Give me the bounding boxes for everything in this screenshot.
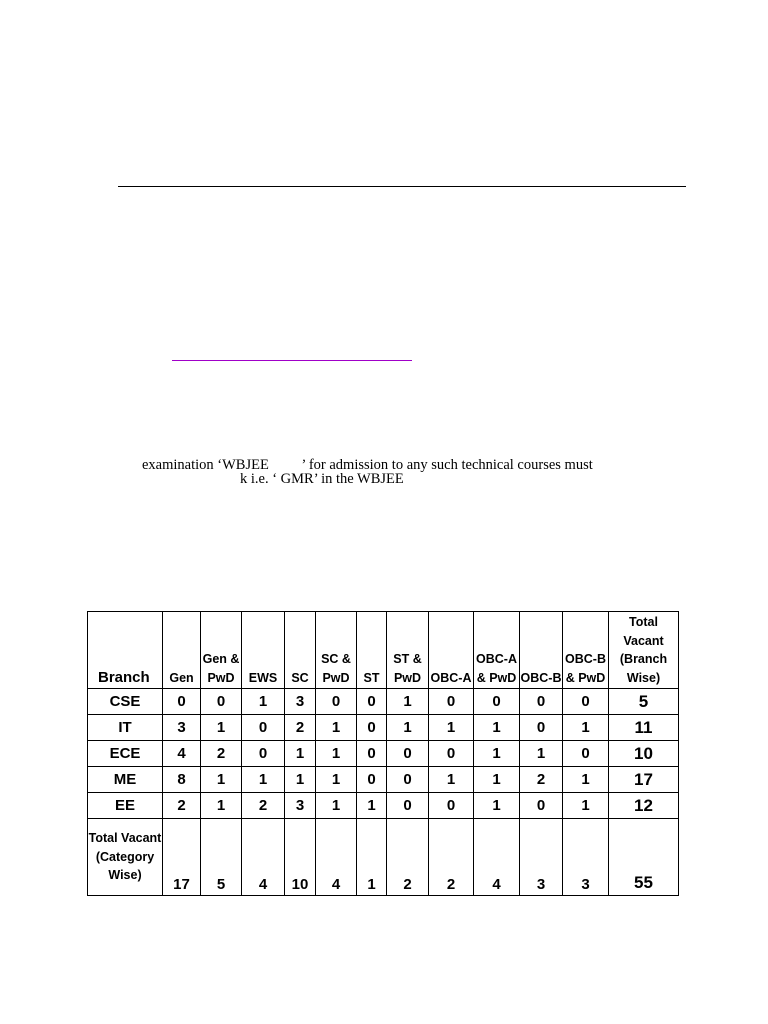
table-cell: 1: [285, 741, 316, 767]
table-cell: 1: [201, 715, 242, 741]
table-cell: 1: [563, 715, 609, 741]
table-cell: 2: [242, 793, 285, 819]
table-cell: 1: [474, 741, 520, 767]
grand-total-cell: 55: [609, 819, 679, 896]
table-cell: 1: [357, 793, 387, 819]
branch-cell: ME: [88, 767, 163, 793]
table-cell: 0: [520, 689, 563, 715]
table-cell: 0: [563, 741, 609, 767]
table-cell: 1: [474, 767, 520, 793]
table-cell: 1: [429, 767, 474, 793]
hyperlink-underline[interactable]: [172, 360, 412, 361]
horizontal-rule: [118, 186, 686, 187]
table-cell: 1: [387, 689, 429, 715]
table-cell: 1: [563, 767, 609, 793]
table-cell: 1: [316, 741, 357, 767]
column-header: Total Vacant (Branch Wise): [609, 612, 679, 689]
table-cell: 4: [163, 741, 201, 767]
table-cell: 4: [316, 819, 357, 896]
table-cell: 3: [285, 689, 316, 715]
branch-cell: EE: [88, 793, 163, 819]
table-cell: 0: [357, 767, 387, 793]
column-header: OBC-B: [520, 612, 563, 689]
column-header: OBC-A: [429, 612, 474, 689]
table-cell: 3: [285, 793, 316, 819]
table-cell: 1: [357, 819, 387, 896]
column-header: Gen & PwD: [201, 612, 242, 689]
table-header-row: [88, 612, 679, 689]
table-cell: 1: [474, 715, 520, 741]
table-row: [88, 715, 679, 741]
column-header: ST: [357, 612, 387, 689]
table-cell: 1: [201, 767, 242, 793]
table-cell: 2: [429, 819, 474, 896]
table-cell: 3: [520, 819, 563, 896]
table-cell: 1: [242, 767, 285, 793]
table-cell: 0: [242, 741, 285, 767]
table-cell: 2: [520, 767, 563, 793]
table-cell: 0: [387, 793, 429, 819]
column-header: OBC-B & PwD: [563, 612, 609, 689]
table-cell: 1: [316, 715, 357, 741]
table-cell: 1: [520, 741, 563, 767]
branch-cell: ECE: [88, 741, 163, 767]
column-header: Gen: [163, 612, 201, 689]
table-footer-row: [88, 819, 679, 896]
column-header: SC: [285, 612, 316, 689]
column-header: ST & PwD: [387, 612, 429, 689]
branch-total-cell: 5: [609, 689, 679, 715]
table-cell: 0: [357, 689, 387, 715]
branch-cell: CSE: [88, 689, 163, 715]
table-cell: 8: [163, 767, 201, 793]
table-cell: 1: [201, 793, 242, 819]
table-cell: 0: [163, 689, 201, 715]
branch-total-cell: 11: [609, 715, 679, 741]
table-row: [88, 793, 679, 819]
table-cell: 4: [242, 819, 285, 896]
table-cell: 1: [316, 793, 357, 819]
vacancy-table: [87, 611, 679, 896]
table-cell: 1: [387, 715, 429, 741]
table-cell: 4: [474, 819, 520, 896]
table-cell: 17: [163, 819, 201, 896]
table-cell: 1: [285, 767, 316, 793]
table-cell: 0: [357, 741, 387, 767]
table-row: [88, 689, 679, 715]
column-header: SC & PwD: [316, 612, 357, 689]
table-cell: 0: [242, 715, 285, 741]
table-cell: 0: [429, 741, 474, 767]
table-cell: 0: [474, 689, 520, 715]
table-cell: 3: [563, 819, 609, 896]
branch-cell: IT: [88, 715, 163, 741]
column-header: OBC-A & PwD: [474, 612, 520, 689]
footer-label: Total Vacant (Category Wise): [88, 819, 163, 896]
column-header: Branch: [88, 612, 163, 689]
table-cell: 2: [285, 715, 316, 741]
table-cell: 0: [563, 689, 609, 715]
table-cell: 0: [520, 715, 563, 741]
table-cell: 0: [387, 741, 429, 767]
branch-total-cell: 10: [609, 741, 679, 767]
table-cell: 3: [163, 715, 201, 741]
table-cell: 2: [387, 819, 429, 896]
table-cell: 2: [201, 741, 242, 767]
table-cell: 0: [316, 689, 357, 715]
table-cell: 0: [429, 689, 474, 715]
table-row: [88, 767, 679, 793]
table-cell: 1: [474, 793, 520, 819]
table-cell: 0: [520, 793, 563, 819]
table-cell: 2: [163, 793, 201, 819]
table-cell: 0: [387, 767, 429, 793]
body-text-line: examination ‘WBJEE ’ for admission to any such technical courses must: [142, 457, 593, 473]
table-cell: 0: [429, 793, 474, 819]
table-row: [88, 741, 679, 767]
body-text-line: k i.e. ‘ GMR’ in the WBJEE: [240, 471, 404, 487]
table-cell: 1: [242, 689, 285, 715]
table-cell: 1: [429, 715, 474, 741]
branch-total-cell: 12: [609, 793, 679, 819]
table-cell: 1: [316, 767, 357, 793]
table-cell: 0: [357, 715, 387, 741]
table-cell: 1: [563, 793, 609, 819]
table-cell: 5: [201, 819, 242, 896]
column-header: EWS: [242, 612, 285, 689]
table-cell: 10: [285, 819, 316, 896]
branch-total-cell: 17: [609, 767, 679, 793]
table-cell: 0: [201, 689, 242, 715]
